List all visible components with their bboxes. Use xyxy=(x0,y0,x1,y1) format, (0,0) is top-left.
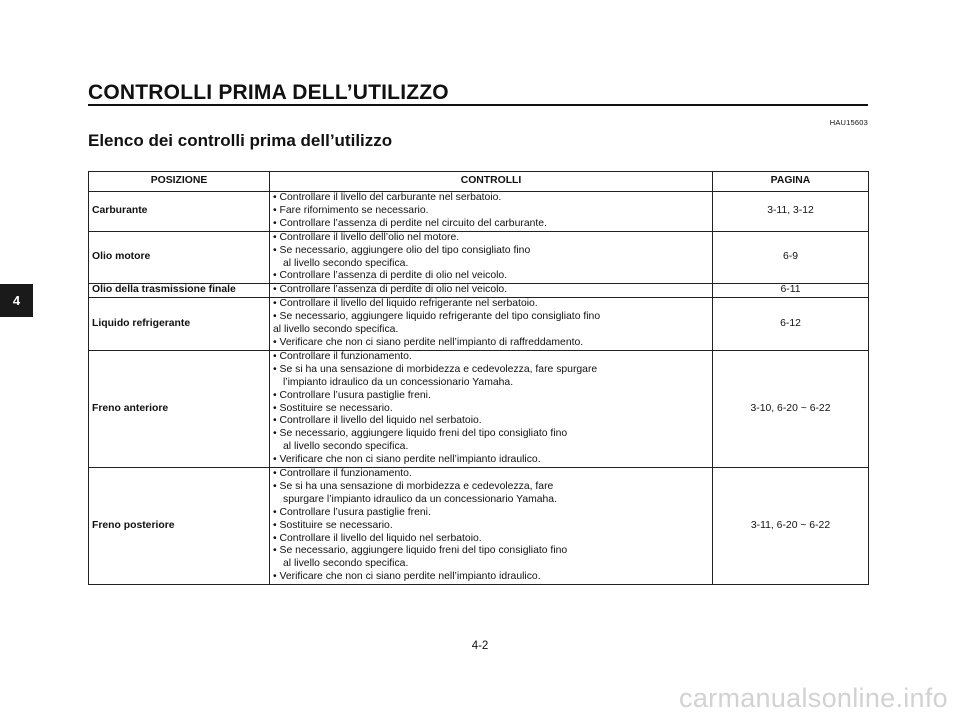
row-page-ref: 3-11, 3-12 xyxy=(713,192,869,232)
check-line: spurgare l’impianto idraulico da un concessionario Yamaha. xyxy=(283,493,557,505)
check-line: • Verificare che non ci siano perdite nell’impianto di raffreddamento. xyxy=(273,336,584,348)
table-row xyxy=(89,298,869,351)
check-line: • Controllare l’assenza di perdite di olio nel veicolo. xyxy=(273,284,508,296)
check-line: • Fare rifornimento se necessario. xyxy=(273,204,429,216)
check-line: • Controllare il funzionamento. xyxy=(273,468,412,480)
row-checks xyxy=(270,231,713,284)
table-header-row xyxy=(89,172,869,192)
check-line: • Controllare l’usura pastiglie freni. xyxy=(273,506,431,518)
table-row xyxy=(89,231,869,284)
check-line: • Sostituire se necessario. xyxy=(273,519,393,531)
table-row xyxy=(89,468,869,585)
check-line: • Verificare che non ci siano perdite nell’impianto idraulico. xyxy=(273,454,541,466)
check-line: • Se si ha una sensazione di morbidezza e cedevolezza, fare xyxy=(273,480,554,492)
check-line: • Se necessario, aggiungere liquido refrigerante del tipo consigliato fino xyxy=(273,311,601,323)
check-line: • Controllare l’usura pastiglie freni. xyxy=(273,389,431,401)
check-line: • Controllare il funzionamento. xyxy=(273,350,412,362)
document-code: HAU15603 xyxy=(829,118,868,127)
check-line: al livello secondo specifica. xyxy=(283,558,409,570)
check-line: • Sostituire se necessario. xyxy=(273,402,393,414)
check-line: • Controllare il livello dell’olio nel motore. xyxy=(273,231,460,243)
check-line: • Controllare il livello del liquido refrigerante nel serbatoio. xyxy=(273,298,538,310)
row-page-ref: 3-10, 6-20 ~ 6-22 xyxy=(713,350,869,467)
section-title: Elenco dei controlli prima dell’utilizzo xyxy=(88,131,393,150)
check-line: l’impianto idraulico da un concessionario Yamaha. xyxy=(283,376,514,388)
check-line: al livello secondo specifica. xyxy=(283,441,409,453)
page-header-title: CONTROLLI PRIMA DELL’UTILIZZO xyxy=(88,81,449,104)
column-header-checks: CONTROLLI xyxy=(270,172,713,192)
chapter-tab: 4 xyxy=(0,284,33,317)
watermark: carmanualsonline.info xyxy=(679,683,948,713)
row-checks xyxy=(270,284,713,298)
table-row xyxy=(89,284,869,298)
table-row xyxy=(89,192,869,232)
check-line: • Controllare l’assenza di perdite di olio nel veicolo. xyxy=(273,270,508,282)
page-number: 4-2 xyxy=(471,640,489,652)
row-checks xyxy=(270,192,713,232)
header-rule xyxy=(88,104,868,106)
row-position: Freno anteriore xyxy=(89,350,270,467)
row-position: Carburante xyxy=(89,192,270,232)
check-line: • Se si ha una sensazione di morbidezza e cedevolezza, fare spurgare xyxy=(273,363,598,375)
row-checks xyxy=(270,468,713,585)
column-header-page: PAGINA xyxy=(713,172,869,192)
check-line: • Controllare il livello del liquido nel serbatoio. xyxy=(273,532,482,544)
row-page-ref: 6-11 xyxy=(713,284,869,298)
pre-ride-checks-table xyxy=(88,171,869,585)
check-line: • Se necessario, aggiungere liquido freni del tipo consigliato fino xyxy=(273,428,568,440)
check-line: al livello secondo specifica. xyxy=(283,257,409,269)
check-line: • Controllare il livello del liquido nel serbatoio. xyxy=(273,415,482,427)
row-page-ref: 6-12 xyxy=(713,298,869,351)
row-position: Olio della trasmissione finale xyxy=(89,284,270,298)
table-row xyxy=(89,350,869,467)
row-position: Olio motore xyxy=(89,231,270,284)
row-position: Freno posteriore xyxy=(89,468,270,585)
row-page-ref: 3-11, 6-20 ~ 6-22 xyxy=(713,468,869,585)
column-header-position: POSIZIONE xyxy=(89,172,270,192)
check-line: • Verificare che non ci siano perdite nell’impianto idraulico. xyxy=(273,571,541,583)
check-line: • Se necessario, aggiungere olio del tipo consigliato fino xyxy=(273,244,531,256)
row-checks xyxy=(270,350,713,467)
check-line: al livello secondo specifica. xyxy=(273,324,399,336)
check-line: • Se necessario, aggiungere liquido freni del tipo consigliato fino xyxy=(273,545,568,557)
check-line: • Controllare l’assenza di perdite nel circuito del carburante. xyxy=(273,217,547,229)
row-page-ref: 6-9 xyxy=(713,231,869,284)
check-line: • Controllare il livello del carburante nel serbatoio. xyxy=(273,192,502,203)
row-position: Liquido refrigerante xyxy=(89,298,270,351)
row-checks xyxy=(270,298,713,351)
